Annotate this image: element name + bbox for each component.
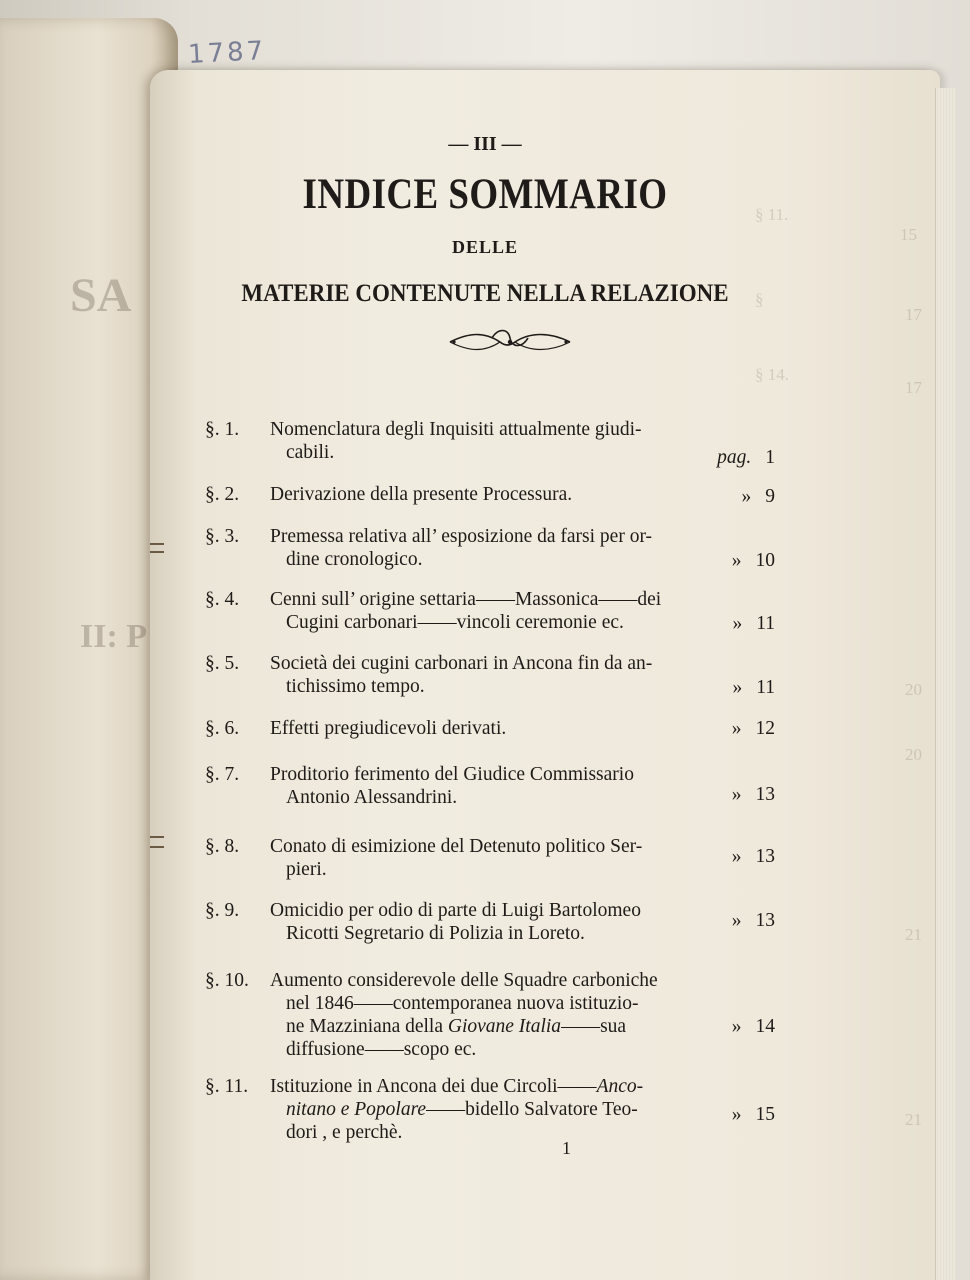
page-prefix: » — [741, 486, 752, 507]
page-prefix: » — [731, 1104, 742, 1125]
entry-line: Premessa relativa all’ esposizione da farsi per or- — [270, 526, 653, 547]
entry-line-tail: ——sua — [561, 1016, 627, 1037]
entry-line: Nomenclatura degli Inquisiti attualmente giudi- — [270, 419, 642, 440]
section-number: §. 4. — [205, 589, 240, 610]
page-ref: 11 — [756, 677, 775, 698]
section-number: §. 1. — [205, 419, 240, 440]
page-ref: 14 — [755, 1016, 775, 1037]
entry-line: Ricotti Segretario di Polizia in Loreto. — [286, 923, 585, 944]
signature-mark: 1 — [562, 1138, 571, 1158]
entry-line-text: Istituzione in Ancona dei due Circoli—— — [270, 1076, 597, 1097]
page-edges — [935, 88, 956, 1280]
page-ref: 1 — [765, 447, 775, 468]
page-prefix: » — [731, 784, 742, 805]
italic-title: Anco- — [596, 1076, 644, 1097]
entry-line: Proditorio ferimento del Giudice Commissario — [270, 764, 634, 785]
entry-line — [270, 1015, 760, 1038]
page-ref: 13 — [755, 846, 775, 867]
entry-line — [270, 1075, 760, 1098]
ornament-flourish-icon — [440, 322, 580, 362]
page-ref: 11 — [756, 613, 775, 634]
page-prefix: » — [731, 910, 742, 931]
entry-line: Cugini carbonari——vincoli ceremonie ec. — [286, 612, 624, 633]
entry-line: pieri. — [286, 859, 327, 880]
entry-line: Conato di esimizione del Detenuto politico Ser- — [270, 836, 643, 857]
section-number: §. 9. — [205, 900, 240, 921]
page-prefix: » — [731, 846, 742, 867]
page-number: — III — — [448, 133, 522, 155]
section-number: §. 6. — [205, 718, 240, 739]
page-ref: 13 — [755, 910, 775, 931]
entry-line-text: ne Mazziniana della — [286, 1016, 448, 1037]
page-prefix: » — [732, 677, 743, 698]
page-ref: 10 — [755, 550, 775, 571]
entry-line: Derivazione della presente Processura. — [270, 484, 573, 505]
page-ref: 9 — [765, 486, 775, 507]
section-number: §. 3. — [205, 526, 240, 547]
page-prefix: » — [732, 613, 743, 634]
entry-line: cabili. — [286, 442, 335, 463]
subtitle-small: DELLE — [451, 237, 519, 257]
section-number: §. 5. — [205, 653, 240, 674]
handwritten-note: 1787 — [187, 35, 267, 71]
page-ref: 15 — [755, 1104, 775, 1125]
section-number: §. 2. — [205, 484, 240, 505]
entry-line: diffusione——scopo ec. — [286, 1039, 477, 1060]
entry-line: Effetti pregiudicevoli derivati. — [270, 718, 507, 739]
page-prefix: pag. — [717, 447, 752, 468]
entry-line: nel 1846——contemporanea nuova istituzio- — [286, 993, 639, 1014]
section-number: §. 7. — [205, 764, 240, 785]
italic-title: Giovane Italia — [447, 1016, 562, 1037]
entry-line: tichissimo tempo. — [286, 676, 425, 697]
entry-line — [270, 1098, 760, 1121]
section-number: §. 10. — [205, 970, 249, 991]
entry-line: dori , e perchè. — [286, 1122, 403, 1143]
page-prefix: » — [731, 550, 742, 571]
entry-line: Cenni sull’ origine settaria——Massonica——dei — [270, 589, 662, 610]
page-ref: 13 — [755, 784, 775, 805]
entry-line: Aumento considerevole delle Squadre carboniche — [270, 970, 658, 991]
page-prefix: » — [731, 1016, 742, 1037]
section-number: §. 11. — [205, 1076, 249, 1097]
entry-line: dine cronologico. — [286, 549, 423, 570]
section-number: §. 8. — [205, 836, 240, 857]
page-ref: 12 — [755, 718, 775, 739]
page-prefix: » — [731, 718, 742, 739]
entry-line-tail: ——bidello Salvatore Teo- — [426, 1099, 638, 1120]
italic-title: nitano e Popolare — [286, 1099, 427, 1120]
page-title: INDICE SOMMARIO — [302, 171, 668, 218]
entry-line: Società dei cugini carbonari in Ancona fin da an- — [270, 653, 653, 674]
entry-line: Omicidio per odio di parte di Luigi Bartolomeo — [270, 900, 641, 921]
subtitle-large: MATERIE CONTENUTE NELLA RELAZIONE — [241, 280, 729, 307]
left-page: SA II: P — [0, 18, 178, 1280]
entry-line: Antonio Alessandrini. — [286, 787, 458, 808]
